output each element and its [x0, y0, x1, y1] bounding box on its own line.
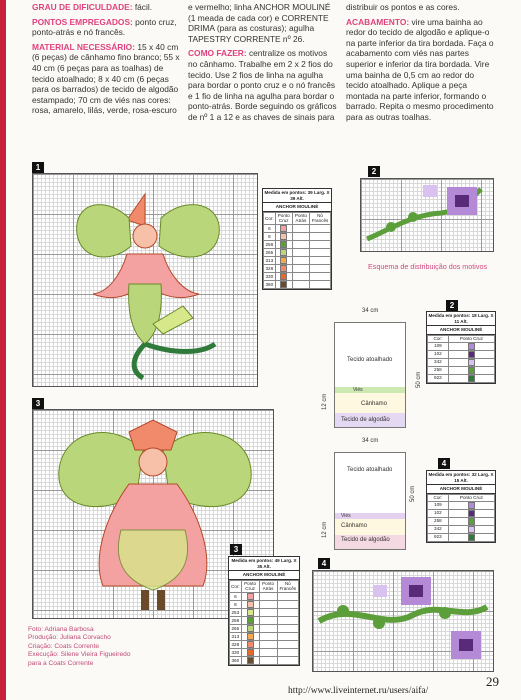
key-2-color-code: 258 [428, 366, 449, 374]
key-1-color-code: 265 [264, 248, 276, 256]
thread-key-2 [426, 311, 496, 384]
credits [28, 626, 131, 668]
key-1-color-code: 6 [264, 224, 276, 232]
key-1-swatch [280, 241, 287, 248]
key-3-swatch [247, 657, 254, 664]
key-1-swatch [280, 225, 287, 232]
key-2-swatch [468, 367, 475, 374]
red-margin-stripe [0, 0, 6, 700]
chart-1-number: 1 [32, 162, 44, 173]
credit-execucao: Execução: Silene Vieira Figueiredo [28, 651, 131, 659]
key-1-row [264, 232, 331, 240]
chart-1-grid [32, 173, 258, 387]
key-3-color-code: 8 [230, 600, 242, 608]
thread-key-4 [426, 470, 496, 543]
key-3-color-code: 253 [230, 608, 242, 616]
key-1-color-code: 8 [264, 232, 276, 240]
credit-criacao: Criação: Coats Corrente [28, 642, 100, 650]
key-3-color-code: 313 [230, 632, 242, 640]
key-4-swatch [468, 534, 475, 541]
pontos-label: PONTOS EMPREGADOS: [32, 16, 133, 27]
text-column-2 [188, 2, 338, 127]
key-2-row [428, 342, 495, 350]
chart-2-number: 2 [368, 166, 380, 177]
schematic-2-side: 12 cm [322, 521, 328, 538]
key-3-color-code: 360 [230, 656, 242, 664]
key-4-row [428, 525, 495, 533]
vine-motif-2 [361, 179, 493, 251]
key-1-row [264, 272, 331, 280]
key-3-swatch [247, 641, 254, 648]
key-4-swatch [468, 502, 475, 509]
chart-2-grid [360, 178, 494, 252]
schematic-1-vies: Viés [353, 387, 363, 393]
como-fazer-value: centralize os motivos no cânhamo. Trabalhe em 2 x 2 fios do tecido. Use 2 fios de linha na agulha para bordar o ponto cruz e o nó francês e 1 fio de linha na agulha para bordar o ponto-atrás. Borde seguindo os gráficos de nº 1 a 12 e as chaves de sinais para [188, 48, 337, 122]
key-1-table: Cor: Ponto Cruz Ponto Atrás Nó Francês 6 8 258 265 313 328 330 360 [263, 212, 331, 289]
grau-value: fácil. [132, 2, 153, 12]
key-1-swatch [280, 265, 287, 272]
key-4-color-code: 923 [428, 533, 449, 541]
key-2-row [428, 374, 495, 382]
key-3-row [230, 608, 299, 616]
key-3-table: Cor: Ponto Cruz Ponto Atrás Nó Francês 6 8 253 258 265 313 328 330 360 [229, 580, 299, 665]
schematic-2-height: 50 cm [410, 485, 416, 502]
key-4-brand: ANCHOR MOULINÉ [427, 485, 495, 494]
schematic-2-towel [334, 452, 406, 550]
key-2-color-code: 109 [428, 342, 449, 350]
key-1-row [264, 224, 331, 232]
credit-foto: Foto: Adriana Barbosa [28, 626, 94, 633]
key-1-row [264, 256, 331, 264]
credit-producao: Produção: Juliana Corvacho [28, 634, 111, 642]
key-4-color-code: 102 [428, 509, 449, 517]
como-fazer-label: COMO FAZER: [188, 48, 247, 59]
schematic-1-side: 12 cm [322, 393, 328, 410]
key-1-color-code: 313 [264, 256, 276, 264]
key-4-swatch [468, 518, 475, 525]
key-1-color-code: 360 [264, 280, 276, 288]
schematic-1-height: 50 cm [416, 371, 422, 388]
schematic-1-width: 34 cm [362, 308, 379, 314]
key-3-brand: ANCHOR MOULINÉ [229, 571, 299, 580]
key-1-row [264, 248, 331, 256]
fairy-motif-1 [33, 174, 257, 386]
key-1-color-code: 328 [264, 264, 276, 272]
key-2-swatch [468, 343, 475, 350]
thread-key-1 [262, 188, 332, 290]
key-3-row [230, 616, 299, 624]
thread-key-3 [228, 556, 300, 666]
key-2-row [428, 366, 495, 374]
acabamento-value: vire uma bainha ao redor do tecido de algodão e aplique-o na parte inferior da tira bordada. Faça o acabamento com viés nas partes superior e inferior da tira bordada. Vire uma bainha de 0,5 cm ao redor do tecido atoalhado. Aplique a peça montada na parte inferior, formando o barrado. Repita o mesmo procedimento para as outras toalhas. [346, 16, 494, 122]
key-3-color-code: 328 [230, 640, 242, 648]
key-4-color-code: 109 [428, 501, 449, 509]
key-1-title: Medida em pontos: 39 Larg. X 39 Alt. [263, 189, 331, 203]
key-1-swatch [280, 273, 287, 280]
source-url[interactable]: http://www.liveinternet.ru/users/aifa/ [288, 686, 429, 696]
key-2-row [428, 350, 495, 358]
key-3-row [230, 624, 299, 632]
key-2-brand: ANCHOR MOULINÉ [427, 326, 495, 335]
key-4-title: Medida em pontos: 32 Larg. X 15 Alt. [427, 471, 495, 485]
key-2-swatch [468, 351, 475, 358]
key-4-row [428, 501, 495, 509]
key-4-table: Cor: Ponto Cruz 109 102 258 342 923 [427, 494, 495, 542]
key-1-swatch [280, 249, 287, 256]
key-3-title: Medida em pontos: 49 Larg. X 35 Alt. [229, 557, 299, 571]
material-label: MATERIAL NECESSÁRIO: [32, 41, 135, 52]
key-2-row [428, 358, 495, 366]
schematic-2-tecido: Tecido atoalhado [347, 467, 393, 473]
key-2-color-code: 923 [428, 374, 449, 382]
key-3-color-code: 330 [230, 648, 242, 656]
key-2-color-code: 102 [428, 350, 449, 358]
key-1-color-code: 330 [264, 272, 276, 280]
schematic-2-vies: Viés [341, 513, 351, 519]
key-1-brand: ANCHOR MOULINÉ [263, 203, 331, 212]
credit-para: para a Coats Corrente [28, 659, 94, 667]
schematic-2-width: 34 cm [362, 438, 379, 444]
key-3-row [230, 592, 299, 600]
key-1-row [264, 240, 331, 248]
schematic-2-canhamo: Cânhamo [341, 523, 368, 529]
key-3-row [230, 648, 299, 656]
key-1-color-code: 258 [264, 240, 276, 248]
key-4-row [428, 509, 495, 517]
key-3-row [230, 600, 299, 608]
key-4-swatch [468, 526, 475, 533]
schematic-1-algodao: Tecido de algodão [341, 417, 390, 423]
key-2-title: Medida em pontos: 18 Larg. X 11 Alt. [427, 312, 495, 326]
text-column-3 [346, 2, 496, 127]
schematic-1-canhamo: Cânhamo [361, 401, 388, 407]
key-4-row [428, 517, 495, 525]
key-3-swatch [247, 633, 254, 640]
key-3-row [230, 632, 299, 640]
key-4-number: 4 [438, 458, 450, 469]
key-4-row [428, 533, 495, 541]
como-continuation: distribuir os pontos e as cores. [346, 2, 460, 12]
key-1-row [264, 264, 331, 272]
key-1-swatch [280, 281, 287, 288]
key-3-row [230, 656, 299, 664]
key-2-color-code: 342 [428, 358, 449, 366]
key-4-color-code: 258 [428, 517, 449, 525]
vine-motif-4 [313, 571, 493, 671]
chart-4-grid [312, 570, 494, 672]
key-2-table: Cor: Ponto Cruz 109 102 342 258 923 [427, 335, 495, 383]
key-3-color-code: 6 [230, 592, 242, 600]
material-continuation: e vermelho; linha ANCHOR MOULINÉ (1 meada de cada cor) e CORRENTE DRIMA (para as costuras); agulha TAPESTRY CORRENTE nº 26. [188, 2, 331, 44]
key-3-swatch [247, 601, 254, 608]
schematic-1-towel [334, 322, 406, 428]
key-2-swatch [468, 375, 475, 382]
schematic-2-algodao: Tecido de algodão [341, 537, 390, 543]
key-3-color-code: 265 [230, 624, 242, 632]
grau-label: GRAU DE DIFICULDADE: [32, 2, 133, 12]
key-3-swatch [247, 625, 254, 632]
key-3-swatch [247, 649, 254, 656]
key-4-swatch [468, 510, 475, 517]
key-1-swatch [280, 257, 287, 264]
chart-4-number: 4 [318, 558, 330, 569]
key-1-swatch [280, 233, 287, 240]
schematic-caption: Esquema de distribuição dos motivos [368, 262, 488, 271]
key-3-color-code: 258 [230, 616, 242, 624]
key-2-swatch [468, 359, 475, 366]
pontos-value: ponto cruz, ponto-atrás e nó francês. [32, 16, 177, 38]
key-3-swatch [247, 609, 254, 616]
material-value: 15 x 40 cm (6 peças) de cânhamo fino branco; 55 x 40 cm (6 peças para as toalhas) de tecido atoalhado; 8 x 40 cm (6 peças para os barrados) de tecido de algodão estampado; 70 cm de viés nas cores: rosa, amarelo, lilás, verde, rosa-escuro [32, 41, 180, 116]
key-4-color-code: 342 [428, 525, 449, 533]
chart-3-number: 3 [32, 398, 44, 409]
key-2-number: 2 [446, 300, 458, 311]
key-3-number: 3 [230, 544, 242, 555]
schematic-1-tecido: Tecido atoalhado [347, 357, 393, 363]
key-3-swatch [247, 617, 254, 624]
key-3-row [230, 640, 299, 648]
acabamento-label: ACABAMENTO: [346, 16, 410, 27]
key-1-row [264, 280, 331, 288]
page-number: 29 [486, 674, 499, 689]
key-3-swatch [247, 593, 254, 600]
text-column-1 [32, 2, 180, 120]
